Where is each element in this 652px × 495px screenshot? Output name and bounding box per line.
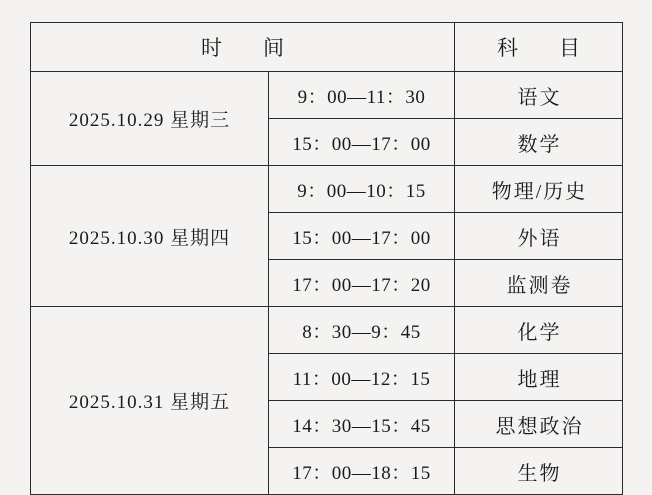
date-cell: 2025.10.31 星期五 bbox=[31, 307, 269, 495]
time-cell: 8：30—9：45 bbox=[269, 307, 455, 354]
subject-cell: 数学 bbox=[455, 119, 623, 166]
subject-cell: 外语 bbox=[455, 213, 623, 260]
subject-cell: 物理/历史 bbox=[455, 166, 623, 213]
time-cell: 17：00—18：15 bbox=[269, 448, 455, 495]
subject-cell: 化学 bbox=[455, 307, 623, 354]
time-cell: 9：00—11：30 bbox=[269, 72, 455, 119]
date-cell: 2025.10.30 星期四 bbox=[31, 166, 269, 307]
subject-cell: 地理 bbox=[455, 354, 623, 401]
subject-cell: 监测卷 bbox=[455, 260, 623, 307]
subject-cell: 生物 bbox=[455, 448, 623, 495]
time-cell: 15：00—17：00 bbox=[269, 213, 455, 260]
time-cell: 15：00—17：00 bbox=[269, 119, 455, 166]
table-header-row bbox=[31, 23, 623, 72]
table-row bbox=[31, 166, 623, 213]
exam-schedule-table bbox=[30, 22, 623, 495]
table-row bbox=[31, 72, 623, 119]
subject-cell: 思想政治 bbox=[455, 401, 623, 448]
table-row bbox=[31, 307, 623, 354]
column-header-time: 时 间 bbox=[31, 23, 455, 72]
time-cell: 11：00—12：15 bbox=[269, 354, 455, 401]
time-cell: 9：00—10：15 bbox=[269, 166, 455, 213]
date-cell: 2025.10.29 星期三 bbox=[31, 72, 269, 166]
time-cell: 14：30—15：45 bbox=[269, 401, 455, 448]
subject-cell: 语文 bbox=[455, 72, 623, 119]
time-cell: 17：00—17：20 bbox=[269, 260, 455, 307]
column-header-subject: 科 目 bbox=[455, 23, 623, 72]
